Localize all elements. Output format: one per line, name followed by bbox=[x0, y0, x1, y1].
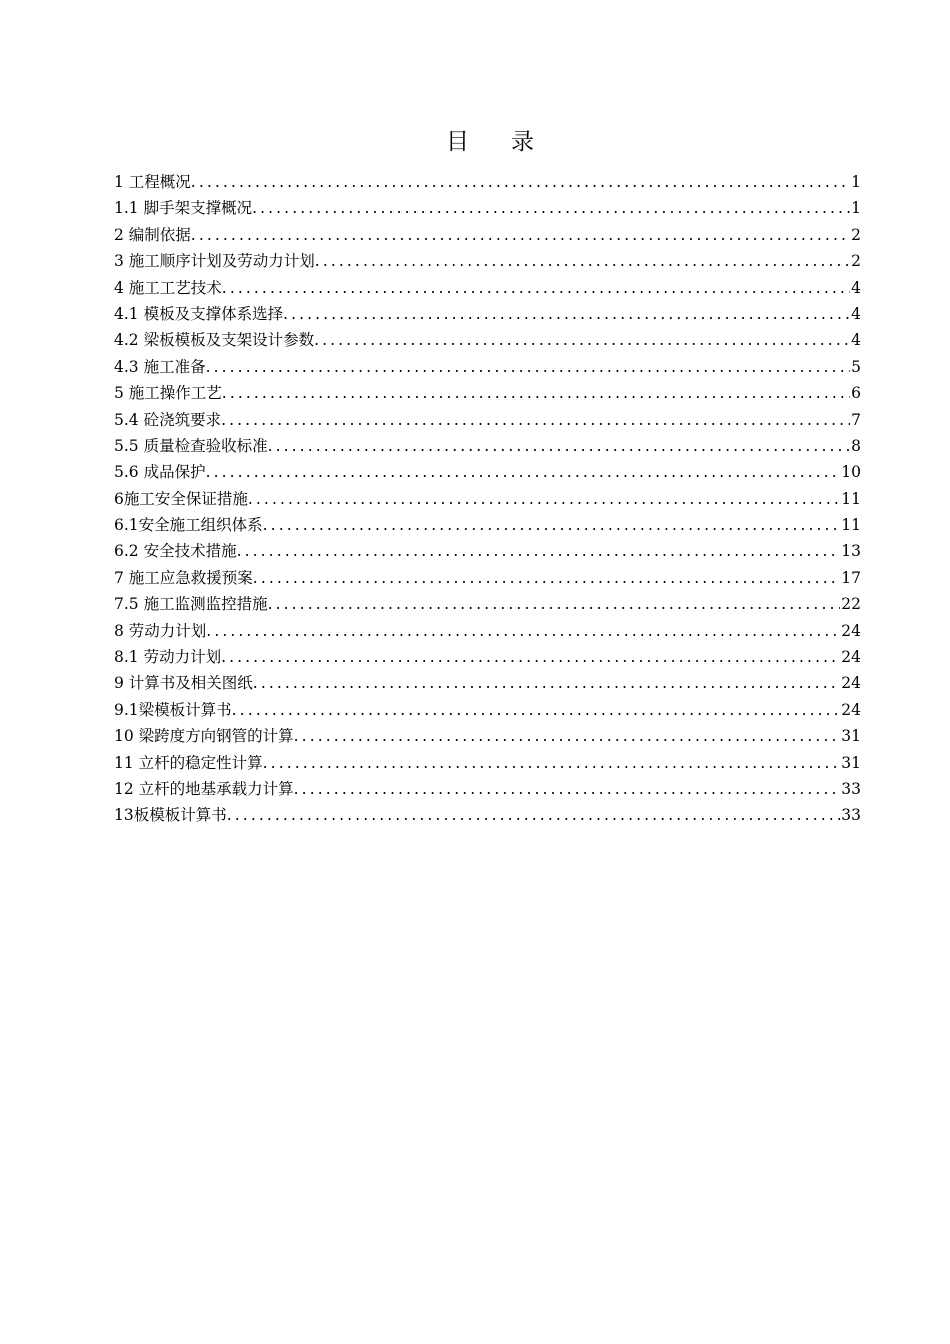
toc-entry-label: 6.2 安全技术措施 bbox=[114, 542, 237, 561]
toc-entry[interactable] bbox=[114, 301, 861, 327]
toc-dot-leader bbox=[294, 723, 841, 749]
toc-dot-leader bbox=[263, 750, 841, 776]
toc-entry-label: 11 立杆的稳定性计算 bbox=[114, 753, 263, 772]
toc-entry-label: 7 施工应急救援预案 bbox=[114, 568, 253, 587]
toc-entry[interactable] bbox=[114, 565, 861, 591]
toc-entry[interactable] bbox=[114, 380, 861, 406]
toc-entry-page: 6 bbox=[851, 384, 861, 403]
toc-entry-label: 8 劳动力计划 bbox=[114, 621, 207, 640]
toc-entry[interactable] bbox=[114, 697, 861, 723]
toc-entry-label: 1.1 脚手架支撑概况 bbox=[114, 199, 253, 218]
toc-entry[interactable] bbox=[114, 802, 861, 828]
toc-entry-label: 1 工程概况 bbox=[114, 172, 191, 191]
toc-dot-leader bbox=[294, 776, 841, 802]
toc-entry[interactable] bbox=[114, 512, 861, 538]
toc-entry-page: 2 bbox=[851, 225, 861, 244]
toc-dot-leader bbox=[221, 644, 840, 670]
toc-entry-label: 10 梁跨度方向钢管的计算 bbox=[114, 727, 294, 746]
toc-dot-leader bbox=[268, 591, 841, 617]
toc-entry-page: 4 bbox=[851, 331, 861, 350]
toc-entry-page: 22 bbox=[841, 595, 861, 614]
toc-entry-page: 24 bbox=[841, 621, 861, 640]
toc-entry-page: 31 bbox=[841, 727, 861, 746]
toc-entry-page: 31 bbox=[841, 753, 861, 772]
toc-entry[interactable] bbox=[114, 538, 861, 564]
toc-dot-leader bbox=[222, 380, 850, 406]
toc-dot-leader bbox=[191, 169, 850, 195]
toc-entry-page: 17 bbox=[841, 568, 861, 587]
toc-dot-leader bbox=[232, 697, 841, 723]
toc-entry-page: 5 bbox=[851, 357, 861, 376]
toc-entry-page: 24 bbox=[841, 674, 861, 693]
toc-entry-label: 9 计算书及相关图纸 bbox=[114, 674, 253, 693]
toc-dot-leader bbox=[253, 670, 840, 696]
toc-entry-label: 7.5 施工监测监控措施 bbox=[114, 595, 268, 614]
toc-entry-label: 9.1梁模板计算书 bbox=[114, 700, 232, 719]
toc-dot-leader bbox=[252, 195, 850, 221]
toc-dot-leader bbox=[227, 802, 841, 828]
toc-dot-leader bbox=[263, 512, 841, 538]
toc-entry[interactable] bbox=[114, 407, 861, 433]
toc-entry[interactable] bbox=[114, 327, 861, 353]
toc-entry-label: 4.2 梁板模板及支架设计参数 bbox=[114, 331, 315, 350]
toc-entry-page: 33 bbox=[841, 806, 861, 825]
toc-entry-page: 1 bbox=[851, 199, 861, 218]
toc-list bbox=[114, 169, 861, 829]
toc-entry[interactable] bbox=[114, 169, 861, 195]
toc-entry-page: 33 bbox=[841, 779, 861, 798]
toc-dot-leader bbox=[268, 433, 850, 459]
toc-entry-label: 5.5 质量检查验收标准 bbox=[114, 436, 268, 455]
toc-entry-label: 5.4 砼浇筑要求 bbox=[114, 410, 222, 429]
toc-dot-leader bbox=[314, 327, 850, 353]
toc-entry-label: 6.1安全施工组织体系 bbox=[114, 516, 263, 535]
toc-title-char-2: 录 bbox=[511, 129, 534, 155]
toc-entry-label: 13板模板计算书 bbox=[114, 806, 227, 825]
toc-entry[interactable] bbox=[114, 354, 861, 380]
toc-title-char-1: 目 bbox=[446, 129, 469, 155]
toc-entry-page: 11 bbox=[841, 489, 861, 508]
toc-dot-leader bbox=[248, 486, 840, 512]
toc-dot-leader bbox=[206, 618, 840, 644]
toc-entry-label: 4.3 施工准备 bbox=[114, 357, 206, 376]
toc-entry-label: 2 编制依据 bbox=[114, 225, 191, 244]
toc-entry[interactable] bbox=[114, 222, 861, 248]
toc-entry-page: 4 bbox=[851, 278, 861, 297]
toc-entry[interactable] bbox=[114, 486, 861, 512]
toc-dot-leader bbox=[206, 459, 841, 485]
toc-entry-page: 10 bbox=[841, 463, 861, 482]
toc-entry[interactable] bbox=[114, 750, 861, 776]
toc-dot-leader bbox=[206, 354, 850, 380]
toc-entry[interactable] bbox=[114, 723, 861, 749]
toc-entry-label: 4.1 模板及支撑体系选择 bbox=[114, 304, 284, 323]
toc-dot-leader bbox=[222, 275, 850, 301]
toc-dot-leader bbox=[283, 301, 850, 327]
toc-entry-page: 1 bbox=[851, 172, 861, 191]
toc-entry[interactable] bbox=[114, 459, 861, 485]
toc-dot-leader bbox=[237, 538, 841, 564]
toc-entry[interactable] bbox=[114, 433, 861, 459]
toc-entry-page: 11 bbox=[841, 516, 861, 535]
toc-dot-leader bbox=[253, 565, 840, 591]
toc-entry[interactable] bbox=[114, 776, 861, 802]
toc-entry[interactable] bbox=[114, 670, 861, 696]
toc-entry[interactable] bbox=[114, 644, 861, 670]
toc-entry[interactable] bbox=[114, 591, 861, 617]
toc-entry[interactable] bbox=[114, 275, 861, 301]
toc-entry-label: 8.1 劳动力计划 bbox=[114, 648, 222, 667]
toc-entry-label: 4 施工工艺技术 bbox=[114, 278, 222, 297]
toc-title bbox=[0, 124, 950, 160]
toc-entry[interactable] bbox=[114, 618, 861, 644]
toc-entry-label: 3 施工顺序计划及劳动力计划 bbox=[114, 252, 315, 271]
toc-entry-label: 12 立杆的地基承载力计算 bbox=[114, 779, 294, 798]
toc-entry-page: 4 bbox=[851, 304, 861, 323]
toc-entry[interactable] bbox=[114, 195, 861, 221]
toc-entry-page: 2 bbox=[851, 252, 861, 271]
toc-entry-page: 8 bbox=[851, 436, 861, 455]
toc-entry-page: 24 bbox=[841, 700, 861, 719]
toc-dot-leader bbox=[315, 248, 850, 274]
toc-entry-label: 5.6 成品保护 bbox=[114, 463, 206, 482]
toc-entry-page: 24 bbox=[841, 648, 861, 667]
toc-entry-label: 5 施工操作工艺 bbox=[114, 384, 222, 403]
toc-dot-leader bbox=[191, 222, 850, 248]
toc-entry[interactable] bbox=[114, 248, 861, 274]
toc-entry-page: 13 bbox=[841, 542, 861, 561]
toc-dot-leader bbox=[221, 407, 850, 433]
toc-entry-page: 7 bbox=[851, 410, 861, 429]
toc-entry-label: 6施工安全保证措施 bbox=[114, 489, 248, 508]
